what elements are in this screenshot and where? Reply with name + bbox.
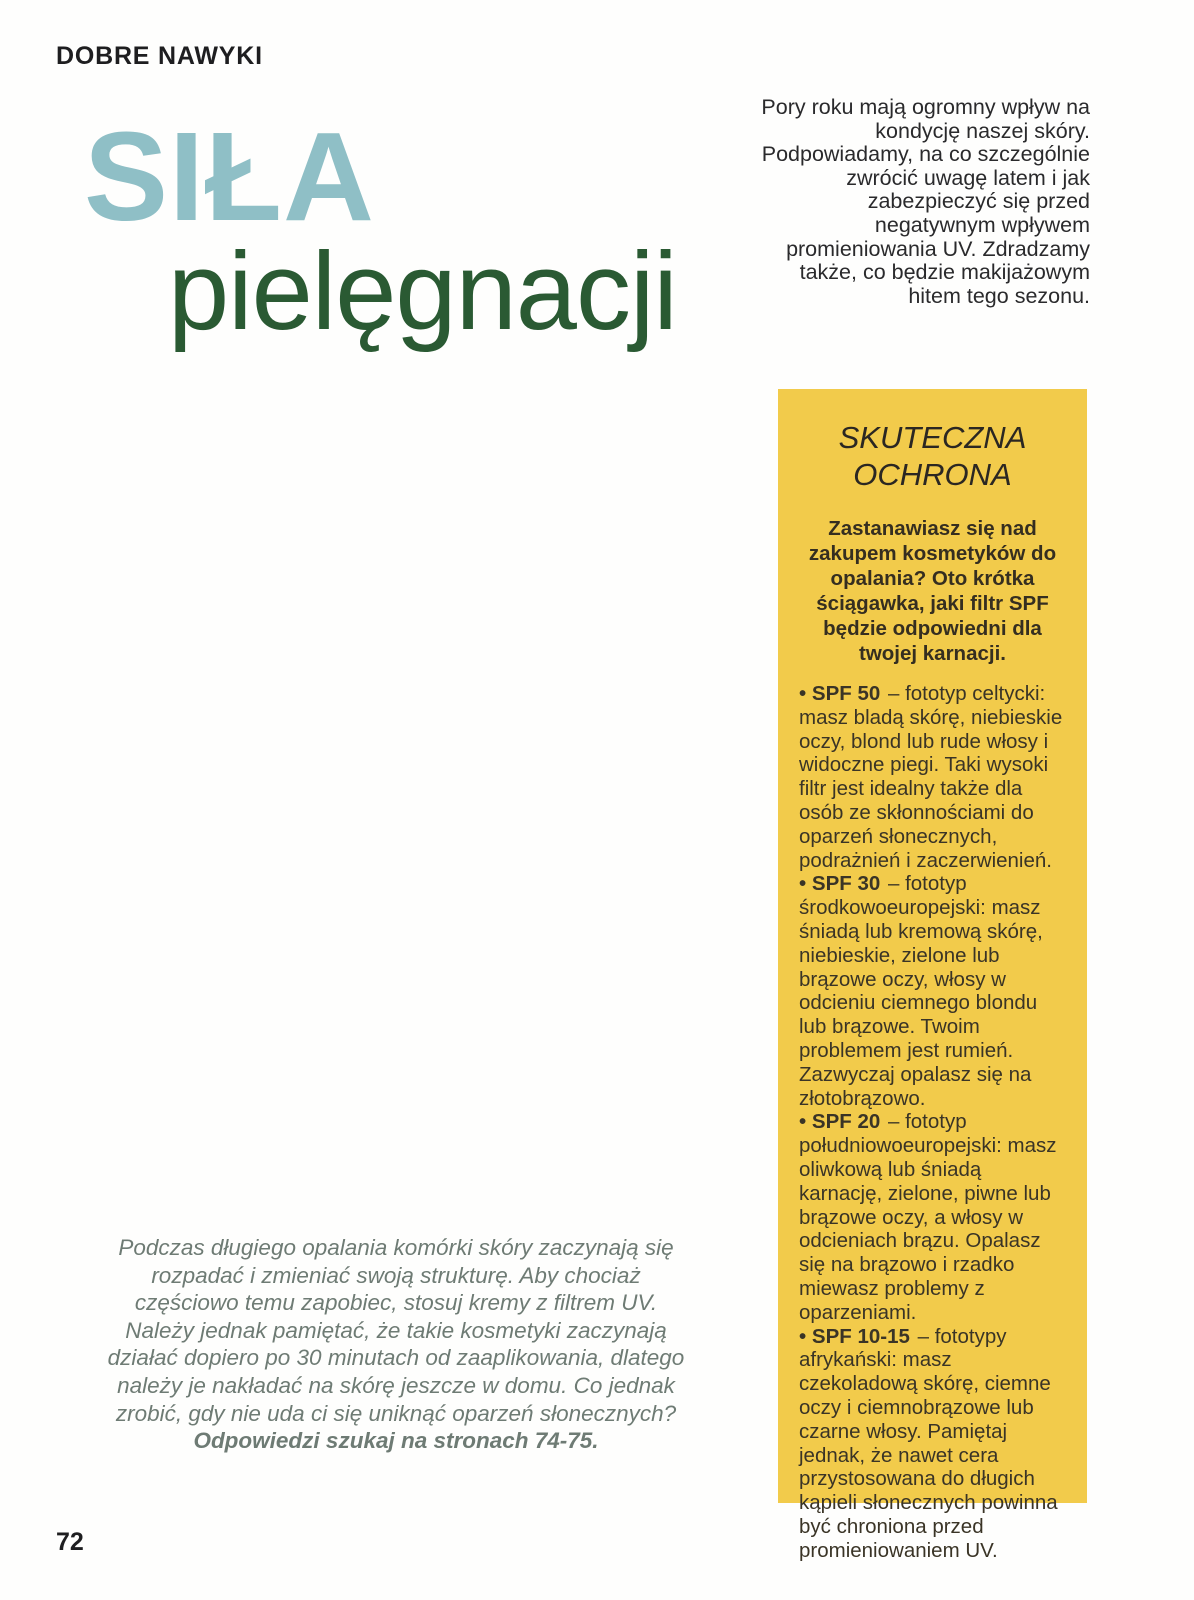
spf-item-text: – fototyp środkowoeuropejski: masz śniadą lub kremową skórę, niebieskie, zielone lub brązowe oczy, włosy w odcieniu ciemnego blondu lub brązowe. Twoim problemem jest rumień. Zazwyczaj opalasz się na złotobrązowo. — [799, 872, 1043, 1110]
bottom-note-text: Podczas długiego opalania komórki skóry zaczynają się rozpadać i zmieniać swoją strukturę. Aby chociaż częściowo temu zapobiec, stosuj kremy z filtrem UV. Należy jednak pamiętać, że takie kosmetyki zaczynają działać dopiero po 30 minutach od zaaplikowania, dlatego należy je nakładać na skórę jeszcze w domu. Co jednak zrobić, gdy nie uda ci się uniknąć oparzeń słonecznych? — [107, 1235, 685, 1426]
spf-item-text: – fototyp celtycki: masz bladą skórę, niebieskie oczy, blond lub rude włosy i widoczne piegi. Taki wysoki filtr jest idealny także dla osób ze skłonnościami do oparzeń słonecznych, podrażnień i zaczerwienień. — [799, 682, 1063, 872]
title-word-pielegnacji: pielęgnacji — [168, 230, 677, 353]
page-number: 72 — [56, 1528, 84, 1556]
spf-item-label: SPF 50 — [811, 682, 881, 705]
spf-item-10-15 — [799, 1325, 1066, 1563]
spf-item-text: – fototyp południowoeuropejski: masz oliwkową lub śniadą karnację, zielone, piwne lub brązowe oczy, a włosy w odcieniach brązu. Opalasz się na brązowo i rzadko miewasz problemy z oparzeniami. — [799, 1110, 1057, 1324]
spf-item-label: SPF 10-15 — [811, 1324, 910, 1348]
bullet-icon: • — [799, 872, 807, 896]
spf-item-20 — [799, 1110, 1066, 1324]
title-word-sila: SIŁA — [84, 106, 376, 247]
spf-box-title — [799, 419, 1066, 493]
spf-item-label: SPF 20 — [811, 1110, 881, 1134]
spf-item-30 — [799, 872, 1066, 1110]
spf-item-50 — [799, 682, 1066, 872]
section-eyebrow: DOBRE NAWYKI — [56, 42, 263, 70]
spf-list — [799, 682, 1066, 1562]
spf-box-title-line1: SKUTECZNA — [838, 420, 1027, 455]
intro-paragraph: Pory roku mają ogromny wpływ na kondycję naszej skóry. Podpowiadamy, na co szczególnie zwrócić uwagę latem i jak zabezpieczyć się przed negatywnym wpływem promieniowania UV. Zdradzamy także, co będzie makijażowym hitem tego sezonu. — [761, 95, 1090, 308]
bullet-icon: • — [799, 1324, 807, 1348]
spf-box-title-line2: OCHRONA — [853, 457, 1012, 492]
spf-box-lead: Zastanawiasz się nad zakupem kosmetyków do opalania? Oto krótka ściągawka, jaki filtr SPF będzie odpowiedni dla twojej karnacji. — [808, 517, 1057, 665]
bottom-note-reference: Odpowiedzi szukaj na stronach 74-75. — [193, 1428, 599, 1454]
spf-item-label: SPF 30 — [811, 872, 881, 896]
bullet-icon: • — [799, 1110, 807, 1134]
bottom-note — [104, 1234, 688, 1455]
spf-item-text: – fototypy afrykański: masz czekoladową skórę, ciemne oczy i ciemnobrązowe lub czarne włosy. Pamiętaj jednak, że nawet cera przystosowana do długich kąpieli słonecznych powinna być chroniona przed promieniowaniem UV. — [799, 1324, 1058, 1562]
spf-guide-box — [778, 389, 1087, 1562]
bullet-icon: • — [799, 682, 807, 705]
